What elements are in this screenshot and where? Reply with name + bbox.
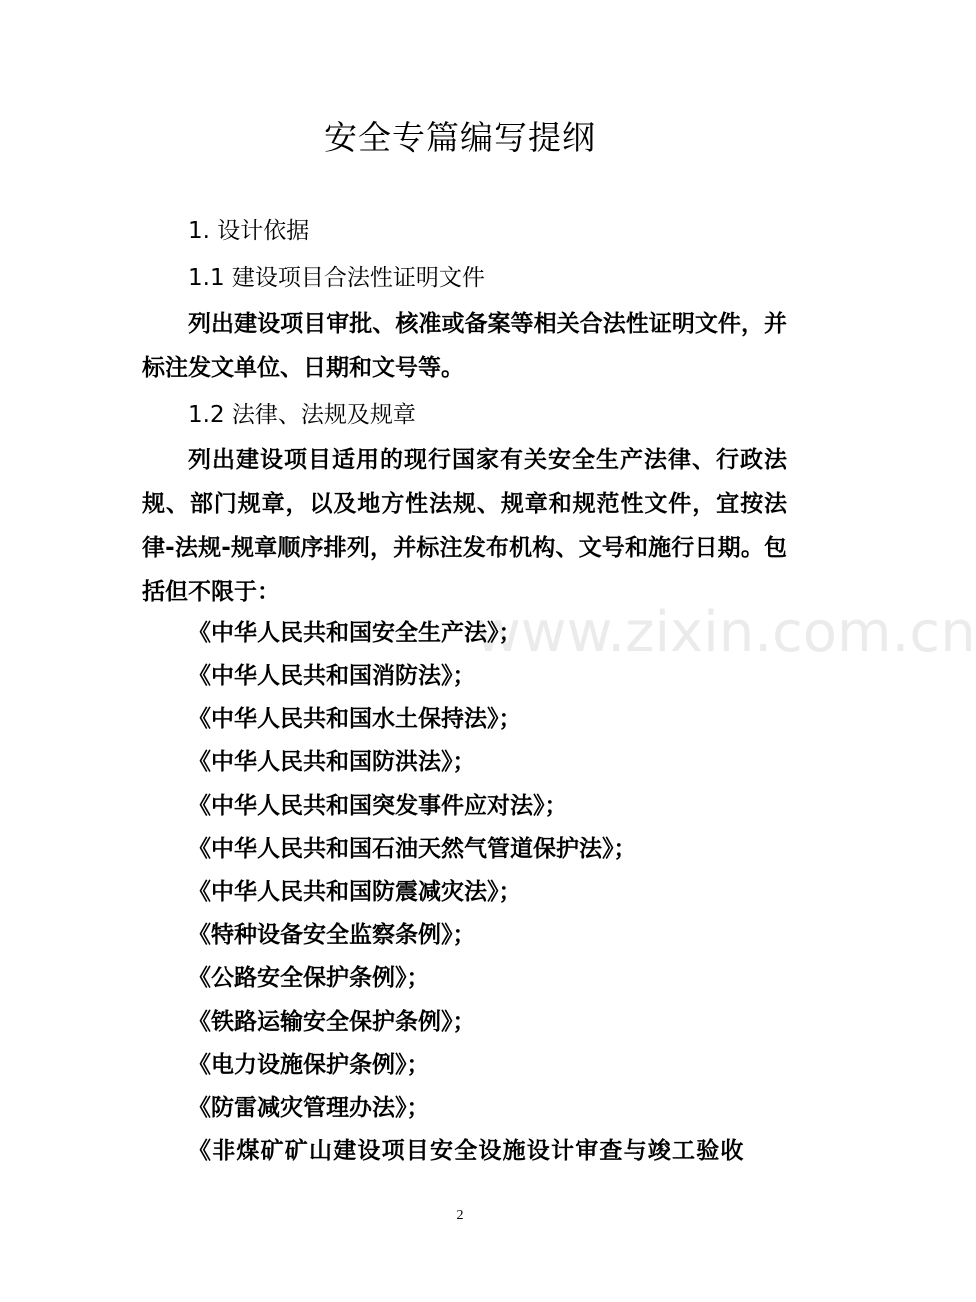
- law-list-item: 《特种设备安全监察条例》；: [188, 922, 476, 948]
- law-list-item: 《防雷减灾管理办法》；: [188, 1095, 430, 1121]
- paragraph-laws-regulations: 列出建设项目适用的现行国家有关安全生产法律、行政法规、部门规章，以及地方性法规、规章和规范性文件，宜按法律-法规-规章顺序排列，并标注发布机构、文号和施行日期。包括但不限于：: [142, 447, 787, 605]
- page-title: 安全专篇编写提纲: [324, 118, 596, 157]
- watermark: www.zixin.com.cn: [475, 600, 976, 665]
- law-list-item: 《中华人民共和国水土保持法》；: [188, 706, 522, 732]
- section-heading-1: 1. 设计依据: [188, 218, 310, 244]
- paragraph-legal-documents: 列出建设项目审批、核准或备案等相关合法性证明文件，并标注发文单位、日期和文号等。: [142, 311, 787, 381]
- section-heading-1-1: 1.1 建设项目合法性证明文件: [188, 265, 485, 291]
- law-list-item: 《中华人民共和国防震减灾法》；: [188, 879, 522, 905]
- law-list-item: 《中华人民共和国突发事件应对法》；: [188, 793, 568, 819]
- law-list-item: 《非煤矿矿山建设项目安全设施设计审查与竣工验收: [188, 1138, 745, 1164]
- law-list-item: 《公路安全保护条例》；: [188, 965, 430, 991]
- law-list-item: 《中华人民共和国防洪法》；: [188, 749, 476, 775]
- law-list-item: 《中华人民共和国消防法》；: [188, 663, 476, 689]
- law-list-item: 《电力设施保护条例》；: [188, 1052, 430, 1078]
- law-list-item: 《铁路运输安全保护条例》；: [188, 1009, 476, 1035]
- law-list-item: 《中华人民共和国石油天然气管道保护法》；: [188, 836, 637, 862]
- page-number: 2: [456, 1208, 464, 1223]
- law-list-item: 《中华人民共和国安全生产法》；: [188, 620, 522, 646]
- section-heading-1-2: 1.2 法律、法规及规章: [188, 402, 416, 428]
